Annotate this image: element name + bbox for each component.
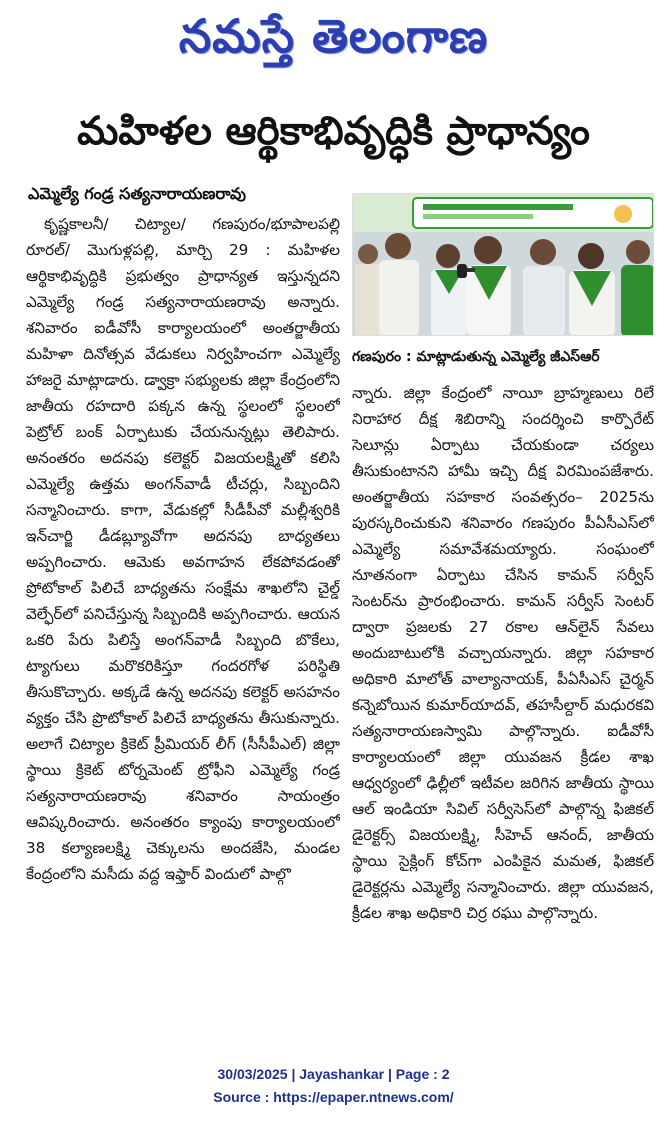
newspaper-logo: నమస్తే తెలంగాణ	[178, 9, 489, 63]
masthead	[0, 0, 667, 78]
footer-edition-info: 30/03/2025 | Jayashankar | Page : 2	[217, 1066, 450, 1082]
article-body-left: కృష్ణకాలనీ/ చిట్యాల/ గణపురం/భూపాలపల్లి రూరల్/ మొగుళ్లపల్లి, మార్చి 29 : మహిళల ఆర్థికాభివృద్ధికి ప్రభుత్వం ప్రాధాన్యత ఇస్తున్నదని ఎమ్మెల్యే గండ్ర సత్యనారాయణరావు అన్నారు. శనివారం ఐడీవోసీ కార్యాలయంలో అంతర్జాతీయ మహిళా దినోత్సవ వేడుకలు నిర్వహించగా ఎమ్మెల్యే హాజరై మాట్లాడారు. డ్వాక్రా సభ్యులకు జిల్లా కేంద్రంలోని జాతీయ రహదారి పక్కన ఉన్న స్థలంలో స్థలంలో పెట్రోల్ బంక్ ఏర్పాటుకు చేయనున్నట్లు తెలిపారు. అనంతరం అదనపు కలెక్టర్ విజయలక్ష్మితో కలిసి ఎమ్మెల్యే ఉత్తమ అంగన్‌వాడీ టీచర్లు, సిబ్బందిని సన్మానించారు. కాగా, వేడుకల్లో సీడీపీవో మల్లీశ్వరికి ఇన్‌చార్జి డీడబ్ల్యూవోగా అదనపు బాధ్యతలు అప్పగించారు. ఆమెకు అవగాహన లేకపోవడంతో ప్రోటోకాల్ పిలిచే బాధ్యతను సంక్షేమ శాఖలోని చైల్డ్ వెల్ఫేర్‌లో పనిచేస్తున్న సిబ్బందికి అప్పగించారు. ఆయన ఒకరి పేరు పిలిస్తే అంగన్‌వాడీ సిబ్బంది బొకేలు, ట్యాగులు మరొకరికిస్తూ గందరగోళ పరిస్థితి తీసుకొచ్చారు. అక్కడే ఉన్న అదనపు కలెక్టర్ అసహనం వ్యక్తం చేసి ప్రొటోకాల్ పిలిచే బాధ్యతను తీసుకున్నారు. అలాగే చిట్యాల క్రికెట్ ప్రీమియర్ లీగ్ (సీసీపీఎల్) జిల్లా స్థాయి క్రికెట్ టోర్నమెంట్ ట్రోఫీని ఎమ్మెల్యే గండ్ర సత్యనారాయణరావు శనివారం సాయంత్రం ఆవిష్కరించారు. అనంతరం క్యాంపు కార్యాలయంలో 38 కల్యాణలక్ష్మి చెక్కులను అందజేసి, మండల కేంద్రంలోని మసీదు వద్ద ఇఫ్తార్ విందులో పాల్గొ	[26, 215, 340, 883]
footer-source: Source : https://epaper.ntnews.com/	[213, 1089, 454, 1105]
article-body-right: న్నారు. జిల్లా కేంద్రంలో నాయీ బ్రాహ్మణులు రిలే నిరాహార దీక్ష శిబిరాన్ని సందర్శించి కార్పొరేట్ సెలూన్లు ఏర్పాటు చేయకుండా చర్యలు తీసుకుంటానని హామీ ఇచ్చి దీక్ష విరమింపజేశారు. అంతర్జాతీయ సహకార సంవత్సరం– 2025ను పురస్కరించుకుని శనివారం గణపురం పీఏసీఎస్‌లో ఎమ్మెల్యే సమావేశమయ్యారు. సంఘంలో నూతనంగా ఏర్పాటు చేసిన కామన్ సర్వీస్ సెంటర్‌ను ప్రారంభించారు. కామన్ సర్వీస్ సెంటర్ ద్వారా ప్రజలకు 27 రకాల ఆన్‌లైన్ సేవలు అందుబాటులోకి వచ్చాయన్నారు. జిల్లా సహకార అధికారి మాలోత్ వాల్యానాయక్, పీఏసీఎస్ చైర్మన్ కన్నెబోయిన కుమార్‌యాదవ్, తహసీల్దార్ మధురకవి సత్యనారాయణస్వామి పాల్గొన్నారు. ఐడీవోసీ కార్యాలయంలో జిల్లా యువజన క్రీడల శాఖ ఆధ్వర్యంలో ఢిల్లీలో ఇటీవల జరిగిన జాతీయ స్థాయి ఆల్ ఇండియా సివిల్ సర్వీసెస్‌లో పాల్గొన్న ఫిజికల్ డైరెక్టర్స్ విజయలక్ష్మి, సీహెచ్ ఆనంద్, జాతీయ స్థాయి సైక్లింగ్ కోచ్‌గా ఎంపికైన మమత, ఫిజికల్ డైరెక్టర్లను ఎమ్మెల్యే సన్మానించారు. జిల్లా యువజన, క్రీడల శాఖ అధికారి చిర్ర రఘు పాల్గొన్నారు.	[352, 384, 654, 922]
news-photo-illustration	[353, 194, 654, 336]
photo-caption: గణపురం : మాట్లాడుతున్న ఎమ్మెల్యే జీఎస్ఆర్	[352, 349, 600, 365]
article-headline: మహిళల ఆర్థికాభివృద్ధికి ప్రాధాన్యం	[77, 109, 590, 154]
article-column-right	[352, 380, 654, 1048]
news-photo	[352, 193, 654, 336]
article-column-left	[26, 211, 340, 1047]
article-byline: ఎమ్మెల్యే గండ్ర సత్యనారాయణరావు	[28, 184, 246, 203]
